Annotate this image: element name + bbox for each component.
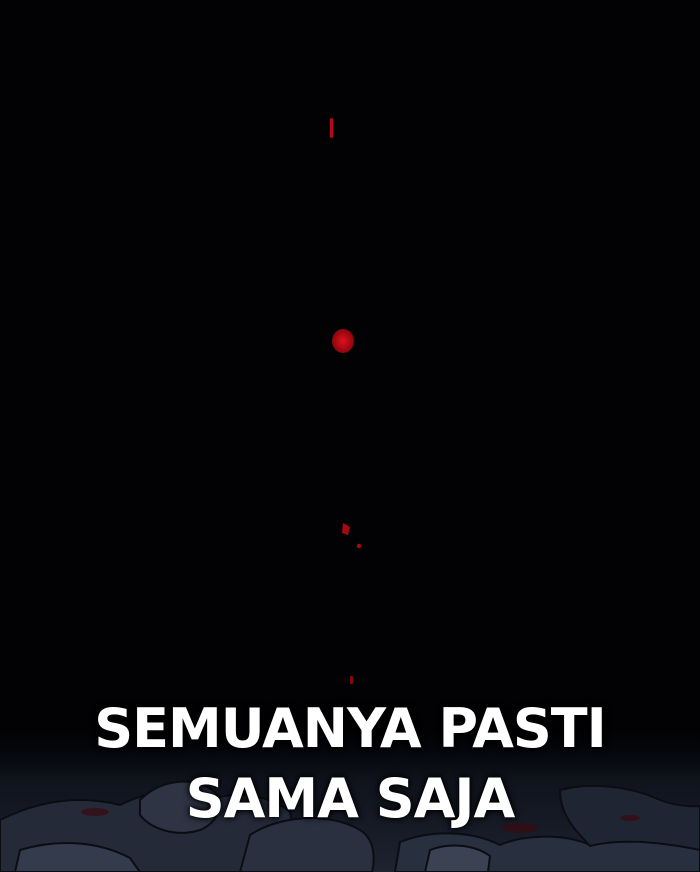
- blood-streak: [330, 118, 333, 138]
- blood-drop-large: [332, 329, 354, 353]
- blood-speck: [357, 544, 361, 548]
- caption-line-1: SEMUANYA PASTI: [94, 697, 606, 760]
- caption-text: [0, 694, 700, 834]
- blood-drop-small: [342, 523, 350, 535]
- caption-line-2: SAMA SAJA: [185, 767, 515, 830]
- blood-speck-low: [350, 676, 353, 684]
